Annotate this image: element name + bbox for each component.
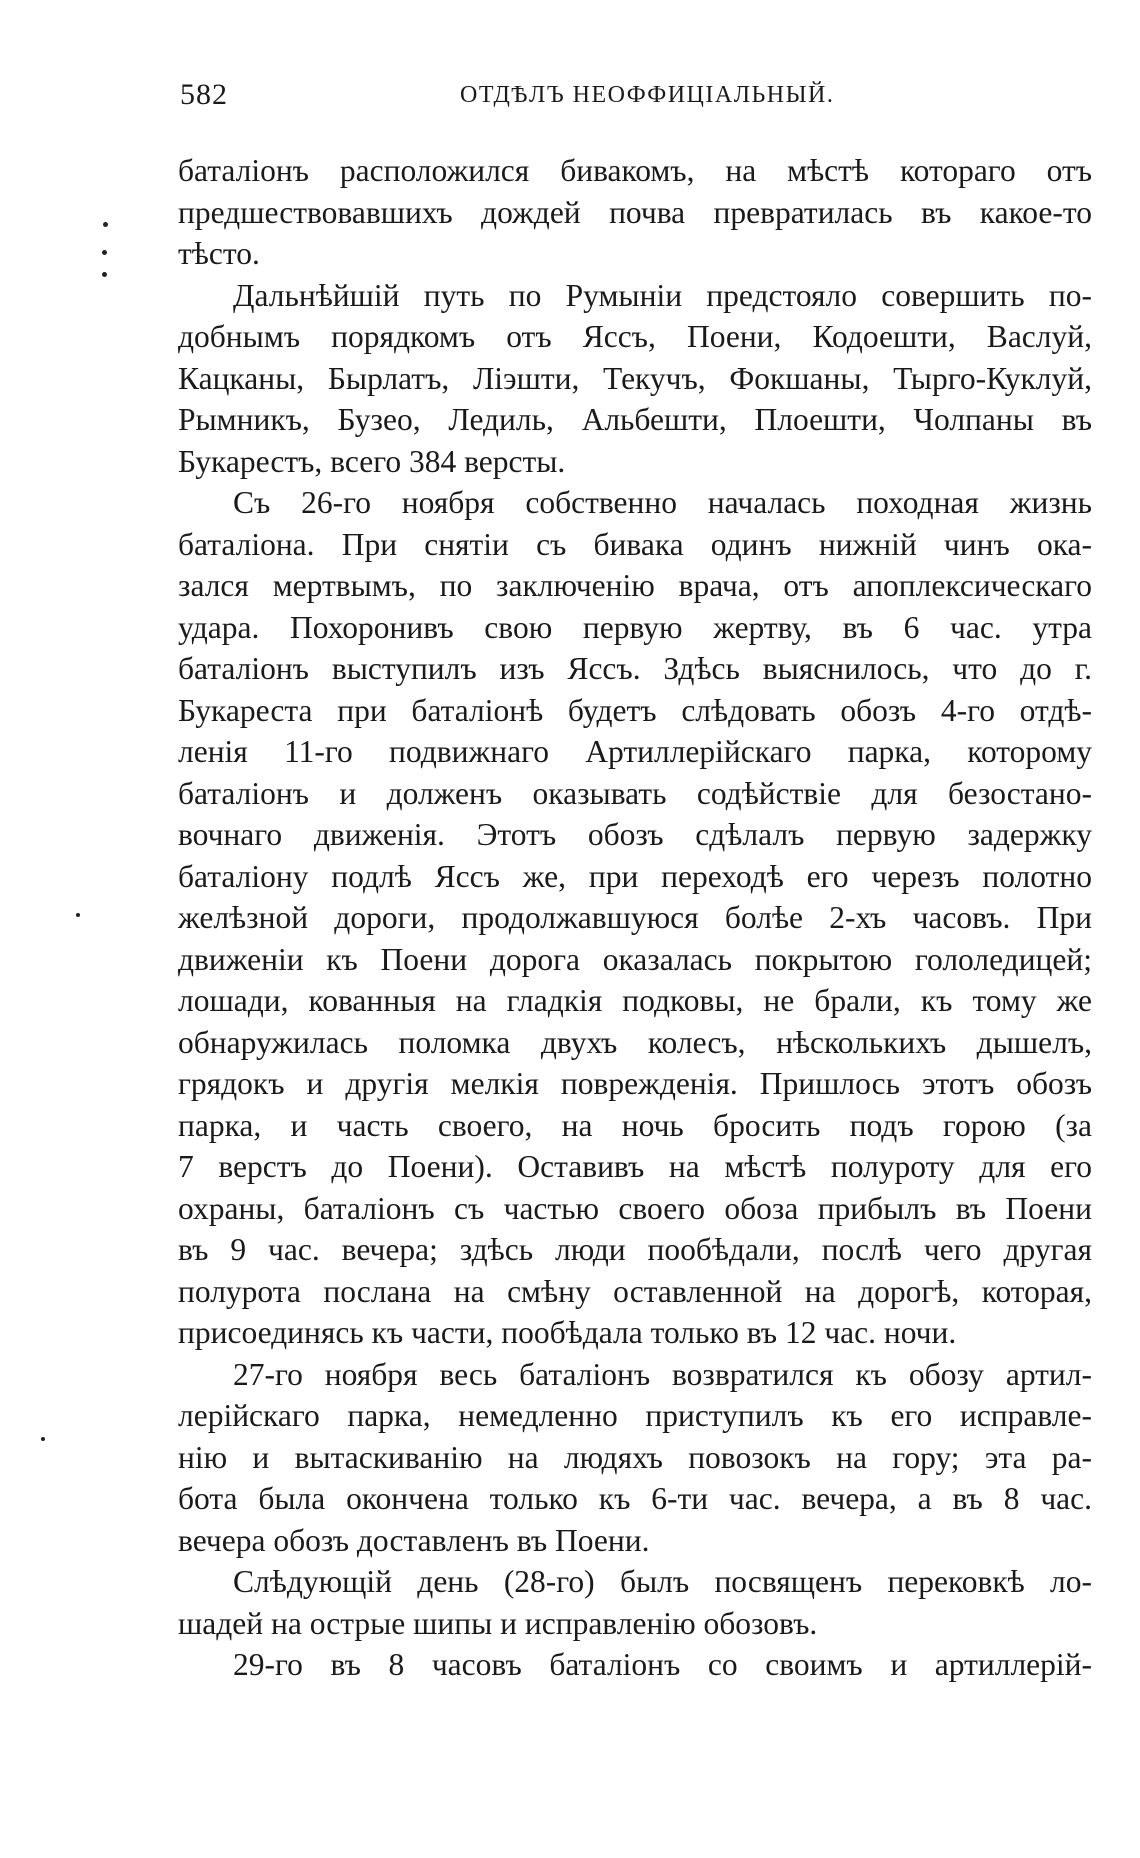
text-line: удара. Похоронивъ свою первую жертву, въ 6 час. утра — [178, 609, 1092, 645]
text-line: грядокъ и другія мелкія поврежденія. Пришлось этотъ обозъ — [178, 1066, 1092, 1101]
text-line: баталіонъ расположился бивакомъ, на мѣстѣ котораго отъ — [178, 153, 1092, 188]
scan-speck — [76, 913, 80, 917]
text-line: баталіонъ выступилъ изъ Яссъ. Здѣсь выяснилось, что до г. — [178, 651, 1092, 686]
text-line: баталіонъ и долженъ оказывать содѣйствіе для безостано- — [178, 775, 1092, 811]
text-line: шадей на острые шипы и исправленію обозовъ. — [178, 1605, 818, 1641]
scan-speck — [102, 250, 107, 255]
text-line: Букареста при баталіонѣ будетъ слѣдовать обозъ 4-го отдѣ- — [178, 692, 1092, 728]
body-text — [178, 150, 1092, 1686]
text-line: обнаружилась поломка двухъ колесъ, нѣсколькихъ дышелъ, — [178, 1024, 1092, 1060]
text-line: Кацканы, Бырлатъ, Ліэшти, Текучъ, Фокшаны, Тырго-Куклуй, — [178, 360, 1092, 396]
text-line: Букарестъ, всего 384 версты. — [178, 443, 566, 479]
text-line: парка, и часть своего, на ночь бросить подъ горою (за — [178, 1107, 1092, 1143]
scan-speck — [103, 222, 108, 227]
text-line: желѣзной дороги, продолжавшуюся болѣе 2-хъ часовъ. При — [178, 900, 1092, 935]
text-line: лошади, кованныя на гладкія подковы, не брали, къ тому же — [178, 983, 1092, 1018]
text-line: Слѣдующій день (28-го) былъ посвященъ перековкѣ ло- — [233, 1564, 1092, 1599]
text-line: Дальнѣйшій путь по Румыніи предстояло совершить по- — [233, 277, 1092, 313]
running-title: ОТДѢЛЪ НЕОФФИЦІАЛЬНЫЙ. — [460, 82, 835, 108]
text-line: полурота послана на смѣну оставленной на дорогѣ, которая, — [178, 1273, 1092, 1309]
text-line: баталіону подлѣ Яссъ же, при переходѣ его черезъ полотно — [178, 858, 1092, 894]
text-line: предшествовавшихъ дождей почва превратилась въ какое-то — [178, 194, 1092, 230]
text-line: тѣсто. — [178, 236, 260, 271]
text-line: вочнаго движенія. Этотъ обозъ сдѣлалъ первую задержку — [178, 817, 1092, 852]
text-line: 7 верстъ до Поени). Оставивъ на мѣстѣ полуроту для его — [178, 1149, 1092, 1184]
text-line: въ 9 час. вечера; здѣсь люди пообѣдали, послѣ чего другая — [178, 1232, 1092, 1267]
text-line: зался мертвымъ, по заключенію врача, отъ апоплексическаго — [178, 568, 1092, 603]
page-number: 582 — [180, 78, 228, 111]
text-line: добнымъ порядкомъ отъ Яссъ, Поени, Кодоешти, Васлуй, — [178, 319, 1092, 354]
text-line: 29-го въ 8 часовъ баталіонъ со своимъ и артиллерій- — [233, 1647, 1092, 1682]
text-line: Рымникъ, Бузео, Ледиль, Альбешти, Плоешти, Чолпаны въ — [178, 402, 1092, 437]
text-line: бота была окончена только къ 6-ти час. вечера, а въ 8 час. — [178, 1481, 1092, 1516]
text-line: присоединясь къ части, пообѣдала только въ 12 час. ночи. — [178, 1315, 957, 1350]
scan-speck — [41, 1437, 45, 1441]
text-line: вечера обозъ доставленъ въ Поени. — [178, 1522, 650, 1558]
text-line: 27-го ноября весь баталіонъ возвратился къ обозу артил- — [233, 1356, 1092, 1392]
text-line: движеніи къ Поени дорога оказалась покрытою гололедицей; — [178, 941, 1092, 977]
page-header — [180, 78, 1100, 118]
text-line: баталіона. При снятіи съ бивака одинъ нижній чинъ ока- — [178, 526, 1092, 562]
text-line: охраны, баталіонъ съ частью своего обоза прибылъ въ Поени — [178, 1190, 1092, 1226]
text-line: ленія 11-го подвижнаго Артиллерійскаго парка, которому — [178, 734, 1092, 769]
text-line: нію и вытаскиванію на людяхъ повозокъ на гору; эта ра- — [178, 1439, 1092, 1475]
text-line: лерійскаго парка, немедленно приступилъ къ его исправле- — [178, 1398, 1092, 1433]
text-line: Съ 26-го ноября собственно началась походная жизнь — [233, 485, 1092, 520]
scan-speck — [102, 272, 107, 277]
